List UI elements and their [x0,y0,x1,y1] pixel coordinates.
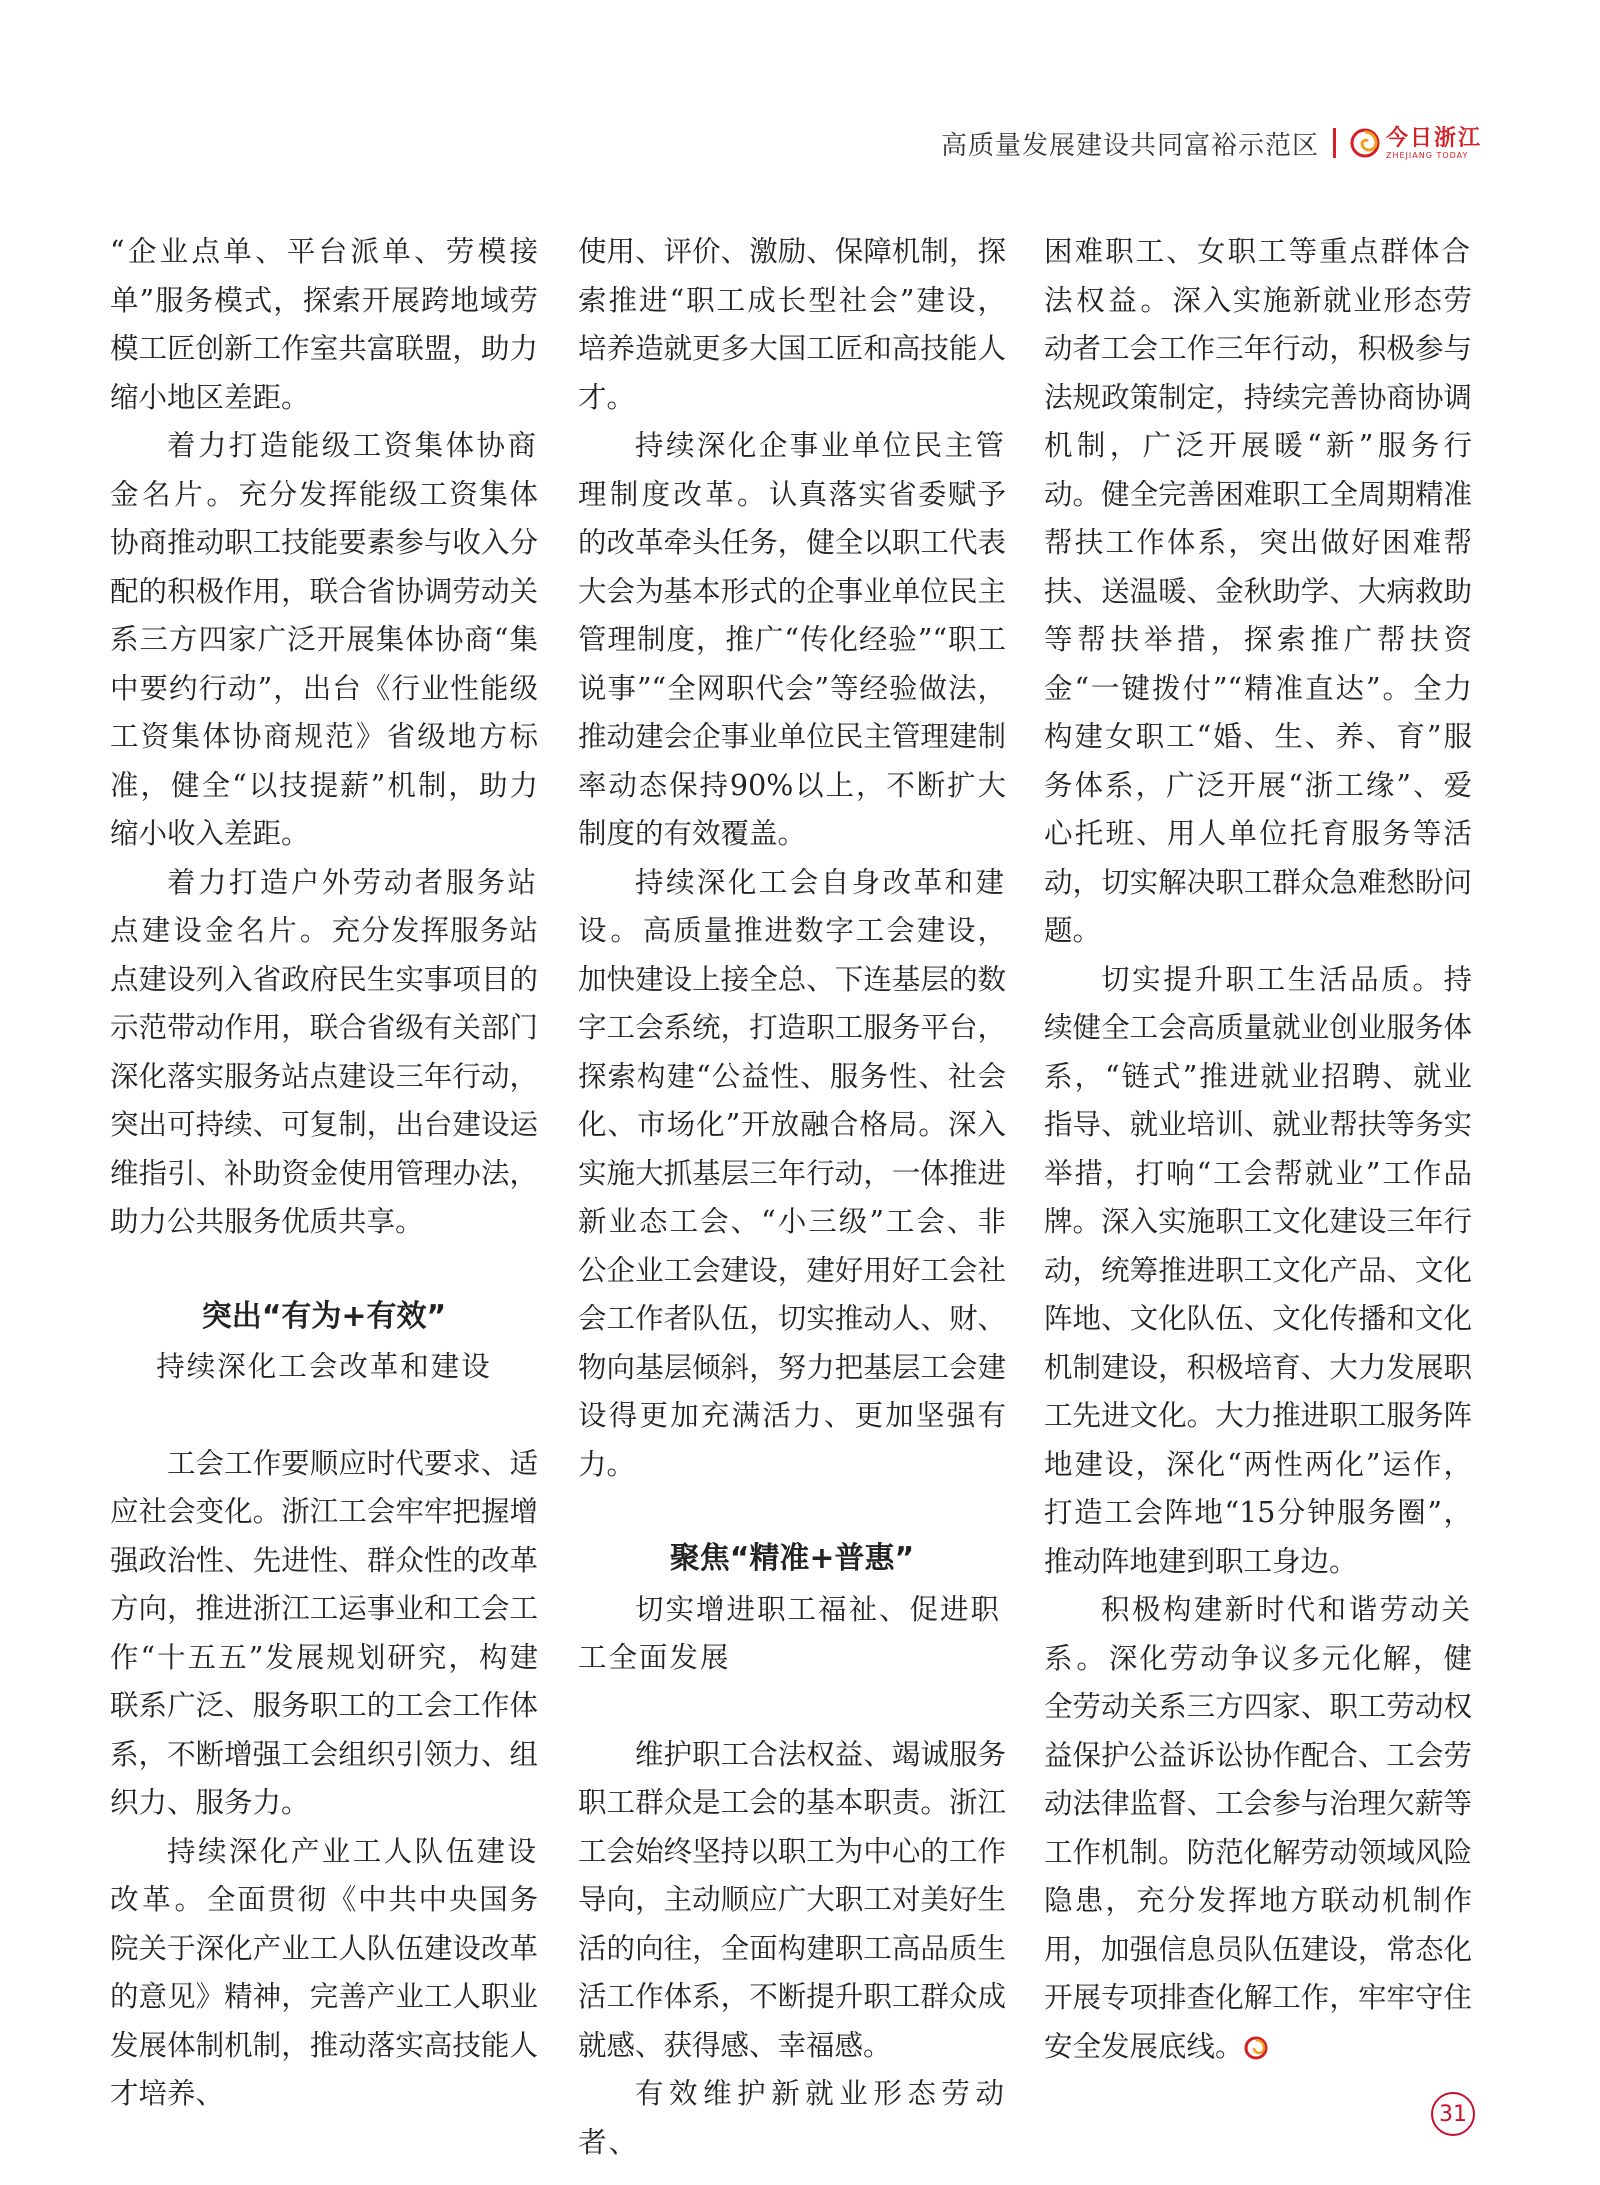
paragraph: 使用、评价、激励、保障机制，探索推进“职工成长型社会”建设，培养造就更多大国工匠和高技能人才。 [578,235,1006,414]
article-column-1 [110,228,538,2119]
paragraph [110,859,538,1247]
paragraph-body: 深入实施新就业形态劳动者工会工作三年行动，积极参与法规政策制定，持续完善协商协调机制，广泛开展暖“新”服务行动。健全完善困难职工全周期精准帮扶工作体系，突出做好困难帮扶、送温暖、金秋助学、大病救助等帮扶举措，探索推广帮扶资金“一键拨付”“精准直达”。全力构建女职工“婚、生、养、育”服务体系，广泛开展“浙工缘”、爱心托班、用人单位托育服务等活动，切实解决职工群众急难愁盼问题。 [1044,283,1472,947]
paragraph [1044,956,1472,1587]
paragraph-body: 全面贯彻《中共中央国务院关于深化产业工人队伍建设改革的意见》精神，完善产业工人职业发展体制机制，推动落实高技能人才培养、 [110,1883,538,2110]
paragraph: “企业点单、平台派单、劳模接单”服务模式，探索开展跨地域劳模工匠创新工作室共富联盟，助力缩小地区差距。 [110,235,538,414]
logo-subtext: ZHEJIANG TODAY [1385,150,1469,160]
article-column-3 [1044,228,1472,2071]
paragraph-lead: 切实提升职工生活品质。 [1101,962,1444,996]
logo-text: 今日浙江 [1385,124,1482,151]
paragraph-lead: 有效维护新就业形态劳动者、 [578,2077,1006,2159]
paragraph-body: 深化劳动争议多元化解，健全劳动关系三方四家、职工劳动权益保护公益诉讼协作配合、工会劳动法律监督、工会参与治理欠薪等工作机制。防范化解劳动领域风险隐患，充分发挥地方联动机制作用，加强信息员队伍建设，常态化开展专项排查化解工作，牢牢守住安全发展底线。 [1044,1641,1472,2063]
section-heading: 突出“有为+有效” [201,1298,447,1334]
paragraph-body: 高质量推进数字工会建设，加快建设上接全总、下连基层的数字工会系统，打造职工服务平台，探索构建“公益性、服务性、社会化、市场化”开放融合格局。深入实施大抓基层三年行动，一体推进新业态工会、“小三级”工会、非公企业工会建设，建好用好工会社会工作者队伍，切实推动人、财、物向基层倾斜，努力把基层工会建设得更加充满活力、更加坚强有力。 [578,914,1006,1481]
paragraph-body: 认真落实省委赋予的改革牵头任务，健全以职工代表大会为基本形式的企事业单位民主管理制度，推广“传化经验”“职工说事”“全网职代会”等经验做法，推动建会企事业单位民主管理建制率动态保持90%以上，不断扩大制度的有效覆盖。 [578,477,1006,850]
paragraph [110,1828,538,2119]
paragraph-lead: 困难职工、女职工等重点群体合法权益。 [1044,235,1472,317]
section-subheading: 切实增进职工福祉、促进职工全面发展 [578,1592,1002,1674]
paragraph-lead: 着力打造能级工资集体协商金名片。 [110,429,538,511]
paragraph [578,422,1006,859]
paragraph [1044,228,1472,956]
paragraph-lead: 积极构建新时代和谐劳动关系。 [1044,1593,1472,1675]
paragraph [110,422,538,859]
section-title: 高质量发展建设共同富裕示范区 [940,130,1319,161]
section-heading: 聚焦“精准+普惠” [669,1541,915,1576]
paragraph [1044,1586,1472,2071]
paragraph: 维护职工合法权益、竭诚服务职工群众是工会的基本职责。浙江工会始终坚持以职工为中心的工作导向，主动顺应广大职工对美好生活的向往，全面构建职工高品质生活工作体系，不断提升职工群众成就感、获得感、幸福感。 [578,1737,1006,2062]
paragraph-lead: 持续深化企事业单位民主管理制度改革。 [578,429,1006,511]
paragraph-lead: 着力打造户外劳动者服务站点建设金名片。 [110,865,538,947]
paragraph-lead: 持续深化工会自身改革和建设。 [578,865,1006,947]
paragraph-body: 持续健全工会高质量就业创业服务体系，“链式”推进就业招聘、就业指导、就业培训、就业帮扶等务实举措，打响“工会帮就业”工作品牌。深入实施职工文化建设三年行动，统筹推进职工文化产品、文化阵地、文化队伍、文化传播和文化机制建设，积极培育、大力发展职工先进文化。大力推进职工服务阵地建设，深化“两性两化”运作，打造工会阵地“15分钟服务圈”，推动阵地建到职工身边。 [1044,962,1472,1578]
paragraph [578,859,1006,1490]
article-column-2 [578,228,1006,2167]
header-divider [1333,128,1336,158]
paragraph: 工会工作要顺应时代要求、适应社会变化。浙江工会牢牢把握增强政治性、先进性、群众性的改革方向，推进浙江工运事业和工会工作“十五五”发展规划研究，构建联系广泛、服务职工的工会工作体系，不断增强工会组织引领力、组织力、服务力。 [110,1446,538,1819]
page-header [941,118,1482,168]
paragraph [578,2070,1006,2167]
paragraph-body: 充分发挥服务站点建设列入省政府民生实事项目的示范带动作用，联合省级有关部门深化落实服务站点建设三年行动，突出可持续、可复制，出台建设运维指引、补助资金使用管理办法，助力公共服务优质共享。 [110,914,538,1238]
article-end-icon [1244,2036,1268,2060]
paragraph-body: 充分发挥能级工资集体协商推动职工技能要素参与收入分配的积极作用，联合省协调劳动关系三方四家广泛开展集体协商“集中要约行动”，出台《行业性能级工资集体协商规范》省级地方标准，健全“以技提薪”机制，助力缩小收入差距。 [110,477,538,850]
section-subheading: 持续深化工会改革和建设 [156,1350,492,1383]
magazine-logo [1350,124,1482,160]
paragraph-lead: 持续深化产业工人队伍建设改革。 [110,1834,538,1916]
page-number: 31 [1431,2092,1475,2136]
logo-swirl-icon [1350,128,1380,158]
